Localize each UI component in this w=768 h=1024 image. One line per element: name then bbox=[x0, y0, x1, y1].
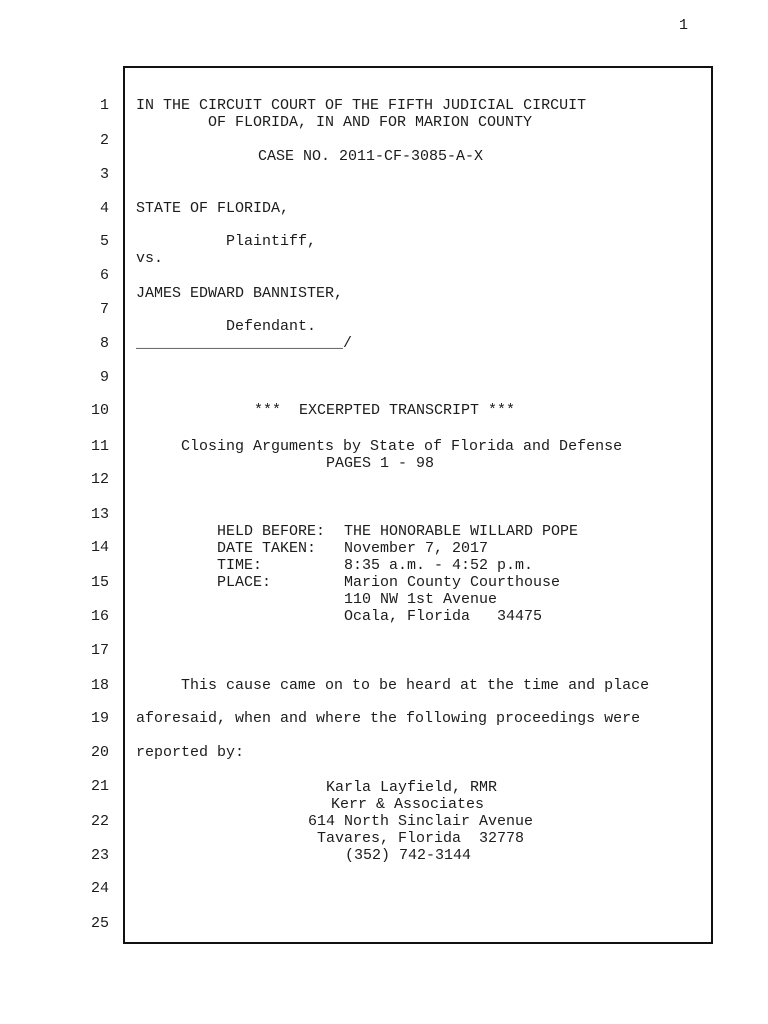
court-name-line-1: IN THE CIRCUIT COURT OF THE FIFTH JUDICIAL CIRCUIT bbox=[136, 97, 587, 114]
line-number: 16 bbox=[90, 608, 109, 625]
line-number: 24 bbox=[90, 880, 109, 897]
line-number: 8 bbox=[99, 335, 109, 352]
reporter-firm: Kerr & Associates bbox=[331, 796, 485, 813]
line-number: 20 bbox=[90, 744, 109, 761]
court-name-line-2: OF FLORIDA, IN AND FOR MARION COUNTY bbox=[208, 114, 533, 131]
line-number: 21 bbox=[90, 778, 109, 795]
line-number: 23 bbox=[90, 847, 109, 864]
page-number: 1 bbox=[679, 17, 689, 34]
line-number: 4 bbox=[99, 200, 109, 217]
line-number: 14 bbox=[90, 539, 109, 556]
line-number: 1 bbox=[99, 97, 109, 114]
time-value: 8:35 a.m. - 4:52 p.m. bbox=[344, 557, 534, 574]
reporter-name: Karla Layfield, RMR bbox=[326, 779, 498, 796]
line-number: 13 bbox=[90, 506, 109, 523]
reporter-phone: (352) 742-3144 bbox=[345, 847, 472, 864]
line-number: 25 bbox=[90, 915, 109, 932]
body-line: aforesaid, when and where the following proceedings were bbox=[136, 710, 641, 727]
case-number: CASE NO. 2011-CF-3085-A-X bbox=[258, 148, 484, 165]
body-line: This cause came on to be heard at the time and place bbox=[181, 677, 650, 694]
line-number: 6 bbox=[99, 267, 109, 284]
place-label: PLACE: bbox=[217, 574, 272, 591]
plaintiff-name: STATE OF FLORIDA, bbox=[136, 200, 290, 217]
defendant-name: JAMES EDWARD BANNISTER, bbox=[136, 285, 344, 302]
line-number: 11 bbox=[90, 438, 109, 455]
place-address-line-2: Ocala, Florida 34475 bbox=[344, 608, 543, 625]
signature-line: _______________________/ bbox=[136, 335, 353, 352]
line-number: 17 bbox=[90, 642, 109, 659]
line-number: 15 bbox=[90, 574, 109, 591]
transcript-subtitle: Closing Arguments by State of Florida and Defense bbox=[181, 438, 623, 455]
reporter-street: 614 North Sinclair Avenue bbox=[308, 813, 534, 830]
line-number: 10 bbox=[90, 402, 109, 419]
page-range: PAGES 1 - 98 bbox=[326, 455, 435, 472]
date-taken-value: November 7, 2017 bbox=[344, 540, 489, 557]
place-address-line-1: 110 NW 1st Avenue bbox=[344, 591, 498, 608]
plaintiff-role: Plaintiff, bbox=[226, 233, 317, 250]
line-number: 19 bbox=[90, 710, 109, 727]
line-number: 9 bbox=[99, 369, 109, 386]
time-label: TIME: bbox=[217, 557, 263, 574]
line-number: 22 bbox=[90, 813, 109, 830]
line-number: 18 bbox=[90, 677, 109, 694]
body-line: reported by: bbox=[136, 744, 245, 761]
versus-label: vs. bbox=[136, 250, 164, 267]
reporter-city: Tavares, Florida 32778 bbox=[317, 830, 525, 847]
defendant-role: Defendant. bbox=[226, 318, 317, 335]
transcript-heading: *** EXCERPTED TRANSCRIPT *** bbox=[254, 402, 516, 419]
date-taken-label: DATE TAKEN: bbox=[217, 540, 317, 557]
place-value: Marion County Courthouse bbox=[344, 574, 561, 591]
line-number: 5 bbox=[99, 233, 109, 250]
line-number: 7 bbox=[99, 301, 109, 318]
line-number: 2 bbox=[99, 132, 109, 149]
line-number: 12 bbox=[90, 471, 109, 488]
held-before-value: THE HONORABLE WILLARD POPE bbox=[344, 523, 579, 540]
line-number: 3 bbox=[99, 166, 109, 183]
held-before-label: HELD BEFORE: bbox=[217, 523, 326, 540]
